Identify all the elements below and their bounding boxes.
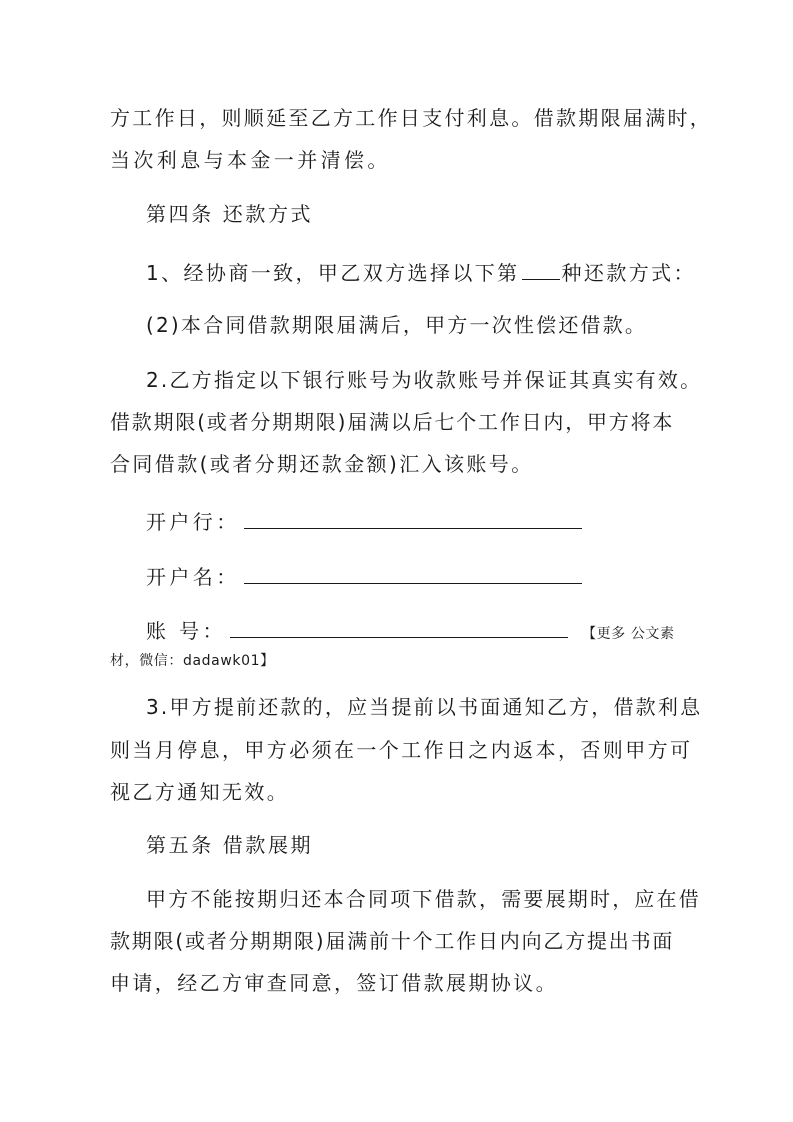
paragraph-line: 合同借款(或者分期还款金额)汇入该账号。 bbox=[110, 452, 534, 476]
paragraph-line: 款期限(或者分期期限)届满前十个工作日内向乙方提出书面 bbox=[110, 929, 675, 953]
paragraph-line: 当次利息与本金一并清偿。 bbox=[110, 148, 391, 172]
paragraph-line: 则当月停息，甲方必须在一个工作日之内返本，否则甲方可 bbox=[110, 738, 693, 762]
account-name-label: 开户名： bbox=[146, 565, 240, 589]
account-number-label: 账 号： bbox=[146, 619, 226, 643]
paragraph-line: 2.乙方指定以下银行账号为收款账号并保证其真实有效。 bbox=[146, 368, 703, 392]
repayment-choice-line bbox=[146, 259, 696, 285]
account-number-blank bbox=[230, 617, 568, 638]
paragraph-line: 申请，经乙方审查同意，签订借款展期协议。 bbox=[110, 971, 558, 995]
promo-note: 【更多 公文素 bbox=[581, 626, 675, 642]
repayment-option-2: (2)本合同借款期限届满后，甲方一次性偿还借款。 bbox=[146, 313, 648, 337]
promo-note-continued: 材，微信：dadawk01】 bbox=[110, 653, 275, 669]
paragraph-line: 方工作日，则顺延至乙方工作日支付利息。借款期限届满时， bbox=[110, 106, 713, 130]
account-number-field bbox=[146, 617, 675, 646]
paragraph-line: 视乙方通知无效。 bbox=[110, 780, 290, 804]
bank-field bbox=[146, 508, 582, 534]
repayment-choice-text-start: 1、经协商一致，甲乙双方选择以下第 bbox=[146, 261, 520, 285]
account-name-blank bbox=[244, 563, 582, 584]
article-5-heading: 第五条 借款展期 bbox=[146, 833, 314, 857]
bank-label: 开户行： bbox=[146, 510, 240, 534]
account-name-field bbox=[146, 563, 582, 589]
repayment-choice-text-end: 种还款方式： bbox=[561, 261, 696, 285]
paragraph-line: 3.甲方提前还款的，应当提前以书面通知乙方，借款利息 bbox=[146, 695, 703, 719]
paragraph-line: 借款期限(或者分期期限)届满以后七个工作日内，甲方将本 bbox=[110, 410, 675, 434]
paragraph-line: 甲方不能按期归还本合同项下借款，需要展期时，应在借 bbox=[146, 887, 701, 911]
bank-blank bbox=[244, 508, 582, 529]
repayment-option-blank bbox=[522, 259, 560, 280]
article-4-heading: 第四条 还款方式 bbox=[146, 202, 314, 226]
